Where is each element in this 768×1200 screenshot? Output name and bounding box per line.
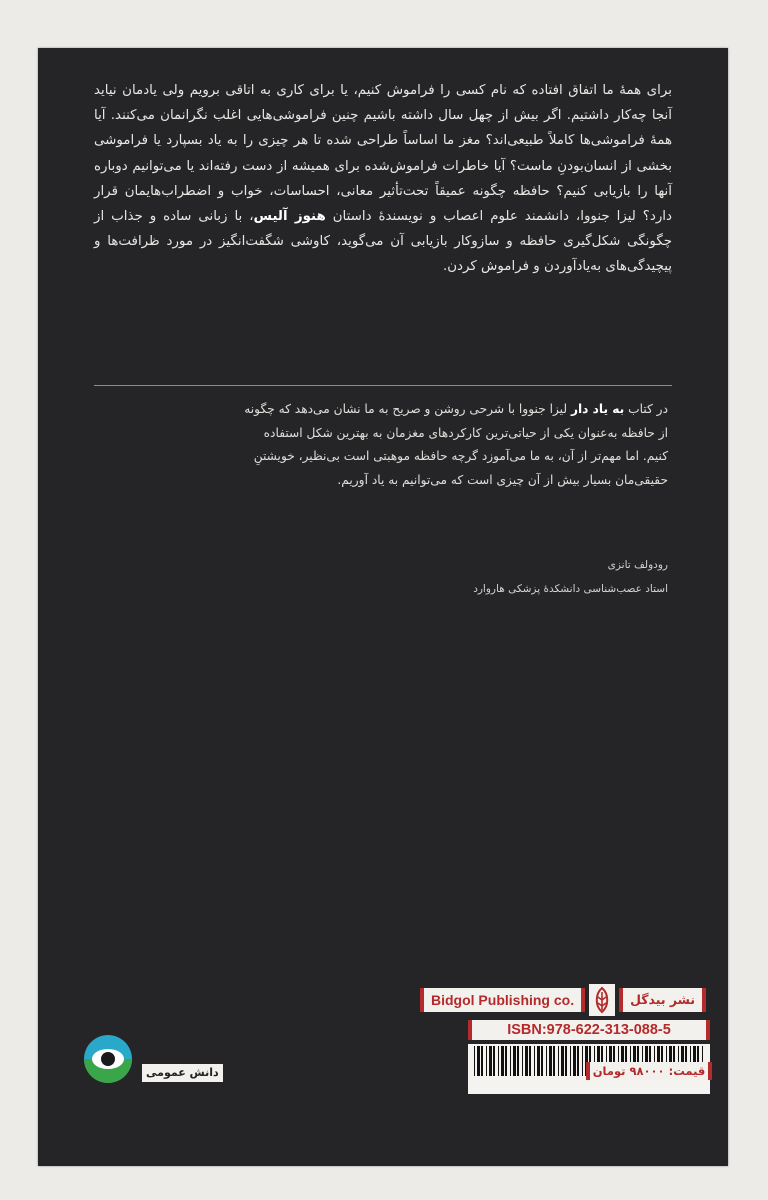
- barcode-stripe: [498, 1046, 499, 1076]
- barcode-stripe: [489, 1046, 492, 1076]
- barcode-stripe: [525, 1046, 528, 1076]
- publisher-name-fa: نشر بیدگل: [619, 988, 706, 1012]
- barcode-stripe: [513, 1046, 516, 1076]
- isbn-label: ISBN:978-622-313-088-5: [468, 1020, 710, 1040]
- barcode-stripe: [486, 1046, 487, 1076]
- barcode-stripe: [510, 1046, 511, 1076]
- barcode-stripe: [565, 1046, 567, 1076]
- series-label: دانش عمومی: [142, 1064, 223, 1082]
- barcode-stripe: [570, 1046, 571, 1076]
- barcode-stripe: [573, 1046, 576, 1076]
- barcode-stripe: [477, 1046, 480, 1076]
- quote-attribution: [238, 555, 668, 600]
- price-label: قیمت: ۹۸۰۰۰ تومان: [586, 1062, 712, 1080]
- publisher-bar: [420, 984, 706, 1016]
- blurb-text-end: ، با زبانی ساده و جذاب از چگونگی شکل‌گیری حافظه و سازوکار بازیابی آن می‌گوید، کاوشی شگفت‌انگیز در مورد ظرافت‌ها و پیچیدگی‌های به‌یادآوردن و فراموش کردن.: [94, 209, 672, 275]
- publisher-logo-icon: [589, 984, 615, 1016]
- quote-body: لیزا جنووا با شرحی روشن و صریح به ما نشان می‌دهد که چگونه از حافظه به‌عنوان یکی از حیاتی‌ترین کارکردهای مغزمان به بهترین شکل استفاده کنیم. اما مهم‌تر از آن، به ما می‌آموزد گرچه حافظه موهبتی است بی‌نظیر، خویشتنِ حقیقی‌مان بسیار بیش از آن چیزی است که می‌توانیم به یاد آوریم.: [244, 402, 668, 487]
- barcode-stripe: [553, 1046, 555, 1076]
- barcode-stripe: [534, 1046, 535, 1076]
- barcode-stripe: [522, 1046, 523, 1076]
- publisher-name-en: Bidgol Publishing co.: [420, 988, 585, 1012]
- novel-title: هنوز آلیس: [253, 209, 326, 225]
- barcode-stripe: [481, 1046, 483, 1076]
- barcode-stripe: [474, 1046, 475, 1076]
- quote-author-title: استاد عصب‌شناسی دانشکدهٔ پزشکی هاروارد: [473, 583, 668, 595]
- barcode-stripe: [582, 1046, 583, 1076]
- endorsement-quote: [238, 398, 668, 492]
- series-eye-icon: [80, 1034, 136, 1084]
- barcode-stripe: [577, 1046, 579, 1076]
- blurb-text: برای همهٔ ما اتفاق افتاده که نام کسی را فراموش کنیم، یا برای کاری به اتاقی برویم ولی یادمان نیاید آنجا چه‌کار داشتیم. اگر بیش از چهل سال داشته باشیم چنین فراموشی‌هایی اغلب نگرانمان می‌کنند. آیا همهٔ فراموشی‌ها کاملاً طبیعی‌اند؟ مغز ما اساساً طراحی شده تا هر چیزی را به یاد بسپارد یا فراموشی بخشی از انسان‌بودنِ ماست؟ آیا خاطرات فراموش‌شده برای همیشه از دست رفته‌اند یا می‌توانیم دوباره آنها را بازیابی کنیم؟ حافظه چگونه عمیقاً تحت‌تأثیر معانی، احساسات، خواب و اضطراب‌هایمان قرار دارد؟ لیزا جنووا، دانشمند علوم اعصاب و نویسندهٔ داستان: [94, 83, 672, 225]
- barcode-stripe: [537, 1046, 540, 1076]
- quote-prefix: در کتاب: [628, 402, 668, 416]
- back-cover: [38, 48, 728, 1166]
- divider: [94, 385, 672, 386]
- blurb-paragraph: [94, 78, 672, 280]
- quote-paragraph: [238, 398, 668, 492]
- barcode-stripe: [549, 1046, 552, 1076]
- book-blurb: [94, 78, 672, 280]
- barcode-stripe: [561, 1046, 564, 1076]
- barcode-stripe: [541, 1046, 543, 1076]
- barcode-stripe: [529, 1046, 531, 1076]
- barcode-stripe: [517, 1046, 519, 1076]
- barcode-stripe: [558, 1046, 559, 1076]
- barcode-stripe: [546, 1046, 547, 1076]
- barcode-stripe: [493, 1046, 495, 1076]
- barcode-stripe: [505, 1046, 507, 1076]
- quote-author: رودولف تانزی: [607, 559, 668, 571]
- barcode-stripe: [501, 1046, 504, 1076]
- book-title: به یاد دار: [570, 402, 625, 416]
